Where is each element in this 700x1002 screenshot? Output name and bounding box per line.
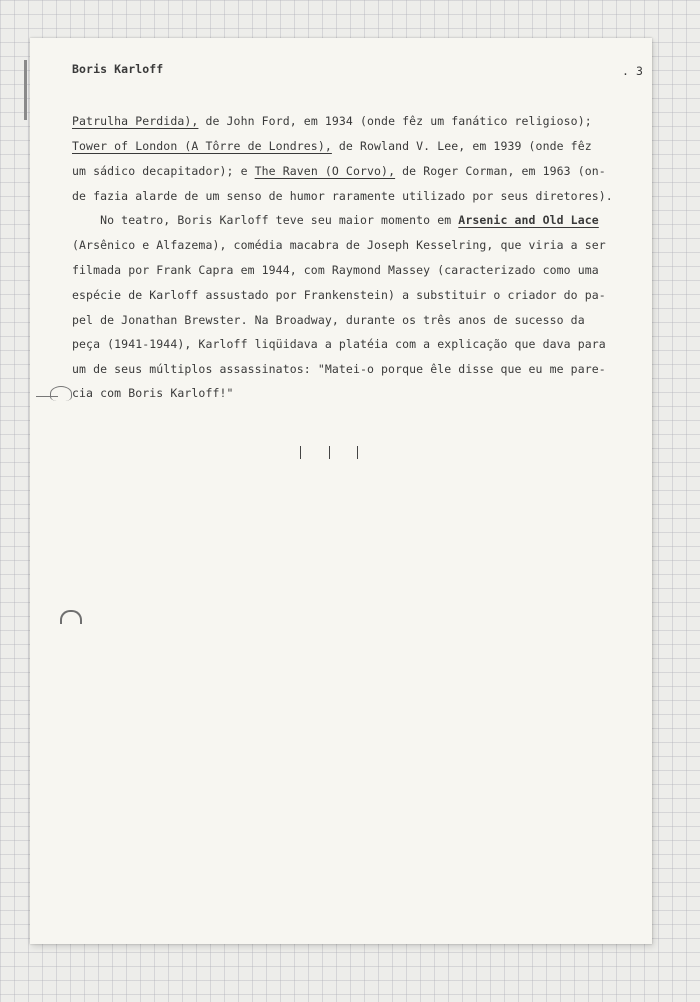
text-line-12: cia com Boris Karloff!" (72, 386, 234, 400)
text-line-2 (72, 139, 592, 153)
line-3-text-a: um sádico decapitador); e (72, 164, 255, 178)
paper-edge-mark (24, 60, 27, 120)
text-line-5 (72, 213, 599, 227)
text-line-1 (72, 114, 592, 128)
text-line-6: (Arsênico e Alfazema), comédia macabra de Joseph Kesselring, que viria a ser (72, 238, 606, 252)
page-number: . 3 (622, 64, 644, 78)
section-separator-mark (329, 446, 330, 459)
film-title-tower: Tower of London (A Tôrre de Londres), (72, 139, 332, 153)
play-title-arsenic: Arsenic and Old Lace (458, 213, 599, 227)
film-title-raven: The Raven (O Corvo), (254, 164, 396, 178)
section-separator-mark (357, 446, 358, 459)
text-line-4: de fazia alarde de um senso de humor raramente utilizado por seus diretores). (72, 189, 613, 203)
film-title-patrulha: Patrulha Perdida), (72, 114, 199, 128)
text-line-9: pel de Jonathan Brewster. Na Broadway, durante os três anos de sucesso da (72, 313, 585, 327)
section-separator-mark (300, 446, 301, 459)
paperclip-mark (60, 610, 82, 624)
text-line-3 (72, 164, 606, 178)
text-line-7: filmada por Frank Capra em 1944, com Raymond Massey (caracterizado como uma (72, 263, 599, 277)
line-5-text: No teatro, Boris Karloff teve seu maior momento em (72, 213, 459, 227)
line-2-text: de Rowland V. Lee, em 1939 (onde fêz (331, 139, 592, 153)
line-1-text: de John Ford, em 1934 (onde fêz um fanático religioso); (198, 114, 592, 128)
running-header: Boris Karloff (72, 62, 164, 76)
margin-pencil-mark (50, 386, 72, 401)
text-line-11: um de seus múltiplos assassinatos: "Matei-o porque êle disse que eu me pare- (72, 362, 606, 376)
line-3-text-c: de Roger Corman, em 1963 (on- (395, 164, 606, 178)
text-line-10: peça (1941-1944), Karloff liqüidava a platéia com a explicação que dava para (72, 337, 606, 351)
text-line-8: espécie de Karloff assustado por Frankenstein) a substituir o criador do pa- (72, 288, 606, 302)
